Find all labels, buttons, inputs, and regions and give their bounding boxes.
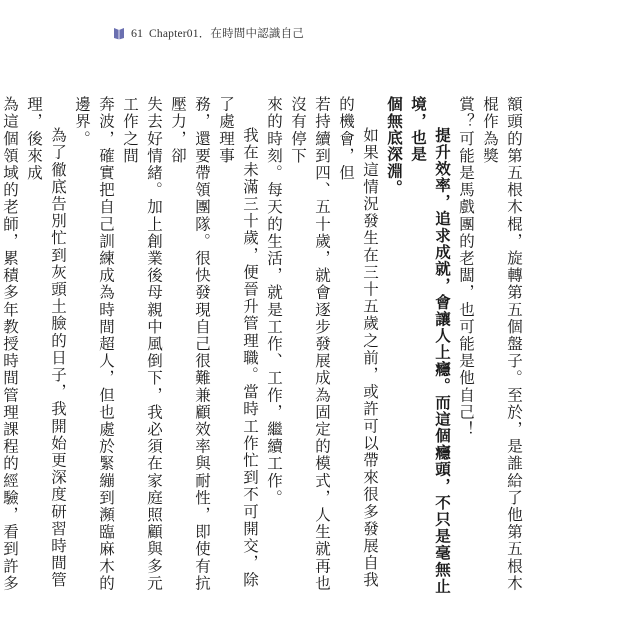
text-line: 賞？可能是馬戲團的老闆，也可能是他自己！ (457, 96, 475, 438)
page-header (113, 25, 304, 41)
text-line: 個無底深淵。 (385, 96, 403, 197)
book-icon (113, 26, 125, 40)
body-text (1, 96, 526, 596)
text-line: 我在未滿三十歲，便晉升管理職。當時工作忙到不可開交，除了處理事 (217, 96, 259, 589)
text-line: 失去好情緒。加上創業後母親中風倒下，我必須在家庭照顧與多元工作之間 (121, 96, 163, 592)
text-line: 為了徹底告別忙到灰頭土臉的日子，我開始更深度研習時間管理，後來成 (25, 96, 67, 589)
text-line: 若持續到四、五十歲，就會逐步發展成為固定的模式，人生就再也沒有停下 (289, 96, 331, 592)
text-line: 務，還要帶領團隊。很快發現自己很難兼顧效率與耐性，即使有抗壓力，卻 (169, 96, 211, 592)
text-line: 額頭的第五根木棍，旋轉第五個盤子。至於，是誰給了他第五根木棍作為獎 (481, 96, 523, 592)
text-line: 奔波，確實把自己訓練成為時間超人，但也處於緊繃到瀕臨麻木的邊界。 (73, 96, 115, 592)
text-line: 為這個領域的老師，累積多年教授時間管理課程的經驗，看到許多 (1, 96, 19, 592)
page-number: 61 (131, 25, 143, 40)
chapter-title: Chapter01．在時間中認識自己 (149, 28, 305, 40)
text-line: 如果這情況發生在三十五歲之前，或許可以帶來很多發展自我的機會，但 (337, 96, 379, 589)
text-line: 來的時刻。每天的生活，就是工作、工作，繼續工作。 (265, 96, 283, 507)
text-line: 提升效率，追求成就，會讓人上癮。而這個癮頭，不只是毫無止境，也是 (409, 96, 451, 595)
